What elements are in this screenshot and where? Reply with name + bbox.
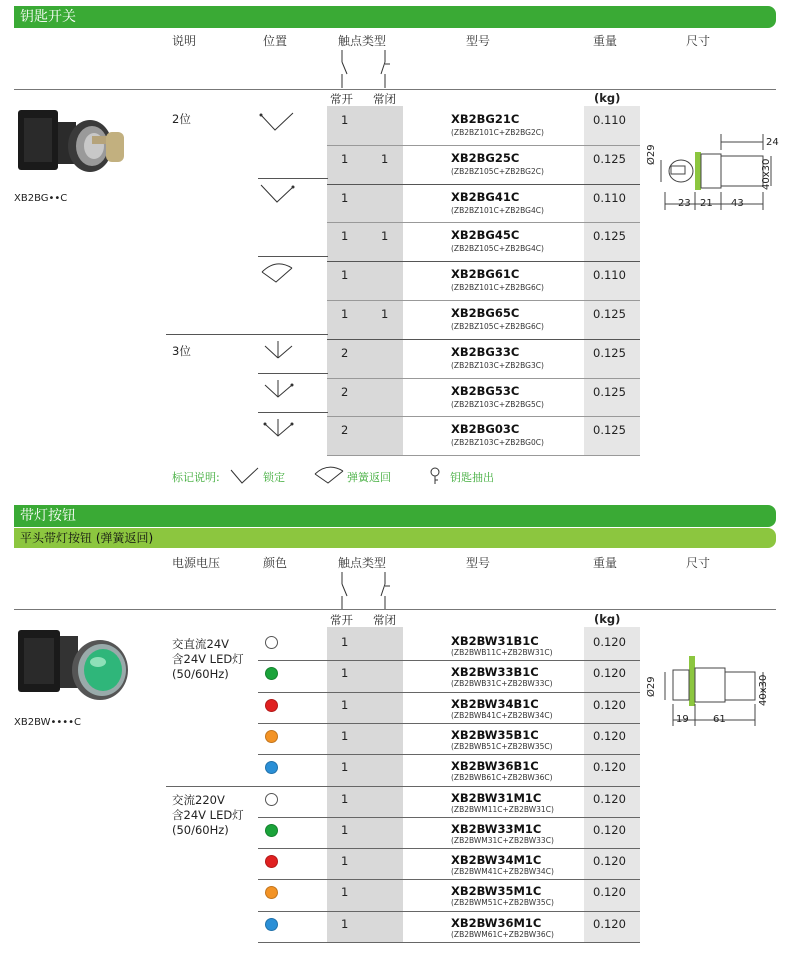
model-number: XB2BG45C xyxy=(451,228,520,243)
group-divider xyxy=(166,334,328,335)
row-divider xyxy=(166,786,640,787)
model-components: (ZB2BWM11C+ZB2BW31C) xyxy=(451,804,554,814)
legend-lock-icon xyxy=(228,466,262,486)
color-swatch xyxy=(265,699,278,712)
model-number: XB2BW36B1C xyxy=(451,759,539,774)
contact-nc-value: 1 xyxy=(381,151,389,166)
model-components: (ZB2BZ101C+ZB2BG2C) xyxy=(451,128,544,137)
position-3-icon-1 xyxy=(262,338,296,362)
model-components: (ZB2BWB61C+ZB2BW36C) xyxy=(451,773,553,783)
model-number: XB2BW34B1C xyxy=(451,696,539,711)
weight-value: 0.125 xyxy=(593,384,626,399)
position-lock-lock-2-icon xyxy=(258,182,298,206)
contact-no-value: 1 xyxy=(341,760,349,775)
model-components: (ZB2BZ103C+ZB2BG5C) xyxy=(451,399,544,409)
model-components: (ZB2BZ101C+ZB2BG4C) xyxy=(451,205,544,215)
row-divider xyxy=(258,660,640,661)
header-desc: 说明 xyxy=(172,34,197,48)
contact-nc-value: 1 xyxy=(381,229,389,244)
row-divider xyxy=(327,416,640,417)
group1-line3: (50/60Hz) xyxy=(172,667,229,681)
row-divider xyxy=(327,184,640,185)
group-divider xyxy=(258,178,328,179)
model-number: XB2BG25C xyxy=(451,150,520,165)
section-title-key-switch: 钥匙开关 xyxy=(14,6,776,28)
section-title-illuminated-button: 带灯按钮 xyxy=(14,505,776,527)
contact-no-value: 1 xyxy=(341,268,349,283)
group-divider xyxy=(258,412,328,413)
contact-no-value: 1 xyxy=(341,854,349,869)
color-swatch xyxy=(265,793,278,806)
contact-nc-value: 1 xyxy=(381,307,389,321)
group1-line1: 交直流24V xyxy=(172,637,229,651)
model-number: XB2BW35B1C xyxy=(451,727,539,742)
model-number: XB2BG33C xyxy=(451,344,520,359)
model-number: XB2BG41C xyxy=(451,189,520,204)
contact-no-value: 1 xyxy=(341,791,349,806)
row-divider xyxy=(327,339,640,340)
contact-no-value: 2 xyxy=(341,384,349,399)
model-components: (ZB2BZ105C+ZB2BG2C) xyxy=(451,166,544,176)
row-divider xyxy=(258,879,640,880)
header-model-2: 型号 xyxy=(466,556,491,570)
sub-kg: (kg) xyxy=(594,91,621,105)
sub-nc-2: 常闭 xyxy=(373,613,396,627)
weight-value: 0.120 xyxy=(593,697,626,712)
contact-no-value: 1 xyxy=(341,666,349,681)
group2-line3: (50/60Hz) xyxy=(172,823,229,837)
position-spring-return-icon xyxy=(258,260,298,284)
model-number: XB2BW33B1C xyxy=(451,665,539,680)
model-components: (ZB2BWB41C+ZB2BW34C) xyxy=(451,710,553,720)
model-number: XB2BW36M1C xyxy=(451,915,542,930)
model-number: XB2BW31M1C xyxy=(451,790,542,805)
contact-no-value: 1 xyxy=(341,697,349,712)
model-number: XB2BG03C xyxy=(451,422,520,437)
model-components: (ZB2BZ103C+ZB2BG3C) xyxy=(451,360,544,370)
color-swatch xyxy=(265,667,278,680)
contact-no-value: 1 xyxy=(341,635,349,649)
row-divider xyxy=(327,261,640,262)
model-components: (ZB2BZ105C+ZB2BG6C) xyxy=(451,322,544,331)
weight-value: 0.125 xyxy=(593,423,626,438)
weight-value: 0.110 xyxy=(593,113,626,127)
key-switch-product-image xyxy=(14,100,134,195)
model-number: XB2BG65C xyxy=(451,306,520,320)
product-label-button: XB2BW••••C xyxy=(14,717,82,728)
row-divider xyxy=(258,754,640,755)
model-number: XB2BG21C xyxy=(451,112,520,126)
row-divider xyxy=(258,942,640,943)
header-voltage: 电源电压 xyxy=(172,556,221,570)
position-lock-lock-icon xyxy=(258,110,298,134)
model-components: (ZB2BWM51C+ZB2BW35C) xyxy=(451,898,554,908)
dim-43: 43 xyxy=(731,198,744,209)
group-label-3pos: 3位 xyxy=(172,344,191,358)
row-divider xyxy=(327,300,640,301)
model-components: (ZB2BZ101C+ZB2BG6C) xyxy=(451,283,544,293)
group2-line1: 交流220V xyxy=(172,793,225,807)
position-3-icon-3 xyxy=(262,416,296,440)
header-size-2: 尺寸 xyxy=(686,556,711,570)
weight-value: 0.120 xyxy=(593,822,626,837)
model-number: XB2BW34M1C xyxy=(451,853,542,868)
contact-no-value: 2 xyxy=(341,423,349,438)
model-components: (ZB2BZ105C+ZB2BG4C) xyxy=(451,244,544,254)
contact-symbol-2-icon xyxy=(335,572,395,612)
sub-no-2: 常开 xyxy=(330,613,353,627)
header-rule xyxy=(14,89,776,90)
dim2-40x30: 40x30 xyxy=(758,674,769,706)
group-label-2pos: 2位 xyxy=(172,112,191,126)
header-contact-type-2: 触点类型 xyxy=(338,556,387,570)
dim-23: 23 xyxy=(678,198,691,209)
color-swatch xyxy=(265,730,278,743)
dim-29: Ø29 xyxy=(646,144,657,165)
dim2-29: Ø29 xyxy=(646,676,657,697)
legend-title: 标记说明: xyxy=(172,471,220,484)
model-components: (ZB2BZ103C+ZB2BG0C) xyxy=(451,438,544,448)
row-divider xyxy=(327,455,640,456)
legend-spring: 弹簧返回 xyxy=(347,471,391,484)
weight-value: 0.120 xyxy=(593,916,626,931)
contact-no-value: 1 xyxy=(341,728,349,743)
color-swatch xyxy=(265,918,278,931)
contact-no-value: 1 xyxy=(341,822,349,837)
row-divider xyxy=(258,848,640,849)
model-number: XB2BW31B1C xyxy=(451,634,539,648)
illuminated-button-product-image xyxy=(14,622,134,717)
header-model: 型号 xyxy=(466,34,491,48)
model-components: (ZB2BWB11C+ZB2BW31C) xyxy=(451,648,553,657)
header-size: 尺寸 xyxy=(686,34,711,48)
row-divider xyxy=(258,817,640,818)
row-divider xyxy=(258,723,640,724)
dim2-19: 19 xyxy=(676,714,689,725)
contact-no-value: 1 xyxy=(341,113,349,127)
header-contact-type: 触点类型 xyxy=(338,34,387,48)
row-divider xyxy=(258,911,640,912)
section-subtitle: 平头带灯按钮 (弹簧返回) xyxy=(14,528,776,548)
dim-24: 24 xyxy=(766,137,779,148)
contact-no-value: 1 xyxy=(341,885,349,900)
weight-value: 0.120 xyxy=(593,854,626,869)
color-swatch xyxy=(265,824,278,837)
weight-value: 0.125 xyxy=(593,229,626,244)
weight-value: 0.120 xyxy=(593,885,626,900)
model-number: XB2BW35M1C xyxy=(451,884,542,899)
color-swatch xyxy=(265,636,278,649)
group-divider xyxy=(258,373,328,374)
model-components: (ZB2BWB31C+ZB2BW33C) xyxy=(451,679,553,689)
model-components: (ZB2BWM41C+ZB2BW34C) xyxy=(451,867,554,877)
weight-value: 0.120 xyxy=(593,791,626,806)
sub-nc: 常闭 xyxy=(373,92,396,106)
position-3-icon-2 xyxy=(262,377,296,401)
model-components: (ZB2BWM61C+ZB2BW36C) xyxy=(451,929,554,939)
weight-value: 0.120 xyxy=(593,760,626,775)
weight-value: 0.125 xyxy=(593,151,626,166)
color-swatch xyxy=(265,855,278,868)
group1-line2: 含24V LED灯 xyxy=(172,652,244,666)
dim2-61: 61 xyxy=(713,714,726,725)
header-weight: 重量 xyxy=(593,34,618,48)
dim-40x30: 40x30 xyxy=(761,158,772,190)
color-swatch xyxy=(265,886,278,899)
weight-value: 0.125 xyxy=(593,345,626,360)
contact-column-bg xyxy=(327,106,403,456)
legend-spring-icon xyxy=(312,464,346,486)
dim-21: 21 xyxy=(700,198,713,209)
contact-no-value: 1 xyxy=(341,307,349,321)
model-number: XB2BW33M1C xyxy=(451,821,542,836)
row-divider xyxy=(327,222,640,223)
contact-no-value: 2 xyxy=(341,345,349,360)
contact-no-value: 1 xyxy=(341,916,349,931)
model-number: XB2BG53C xyxy=(451,383,520,398)
contact-no-value: 1 xyxy=(341,229,349,244)
sub-no: 常开 xyxy=(330,92,353,106)
legend-key: 钥匙抽出 xyxy=(450,471,494,484)
group-divider xyxy=(258,256,328,257)
model-components: (ZB2BWM31C+ZB2BW33C) xyxy=(451,835,554,845)
contact-no-value: 1 xyxy=(341,151,349,166)
contact-no-value: 1 xyxy=(341,190,349,205)
row-divider xyxy=(258,692,640,693)
sub-kg-2: (kg) xyxy=(594,612,621,626)
model-components: (ZB2BWB51C+ZB2BW35C) xyxy=(451,741,553,751)
weight-value: 0.120 xyxy=(593,666,626,681)
weight-value: 0.110 xyxy=(593,190,626,205)
header-rule-2 xyxy=(14,609,776,610)
header-position: 位置 xyxy=(263,34,288,48)
legend-key-icon xyxy=(428,466,442,486)
header-weight-2: 重量 xyxy=(593,556,618,570)
weight-value: 0.125 xyxy=(593,307,626,321)
color-swatch xyxy=(265,761,278,774)
header-color: 颜色 xyxy=(263,556,288,570)
row-divider xyxy=(327,378,640,379)
contact-symbol-icon xyxy=(335,50,395,90)
weight-value: 0.110 xyxy=(593,268,626,283)
model-number: XB2BG61C xyxy=(451,267,520,282)
product-label-key: XB2BG••C xyxy=(14,193,68,204)
row-divider xyxy=(327,145,640,146)
group2-line2: 含24V LED灯 xyxy=(172,808,244,822)
legend-lock: 锁定 xyxy=(263,471,285,484)
weight-value: 0.120 xyxy=(593,635,626,649)
weight-value: 0.120 xyxy=(593,728,626,743)
